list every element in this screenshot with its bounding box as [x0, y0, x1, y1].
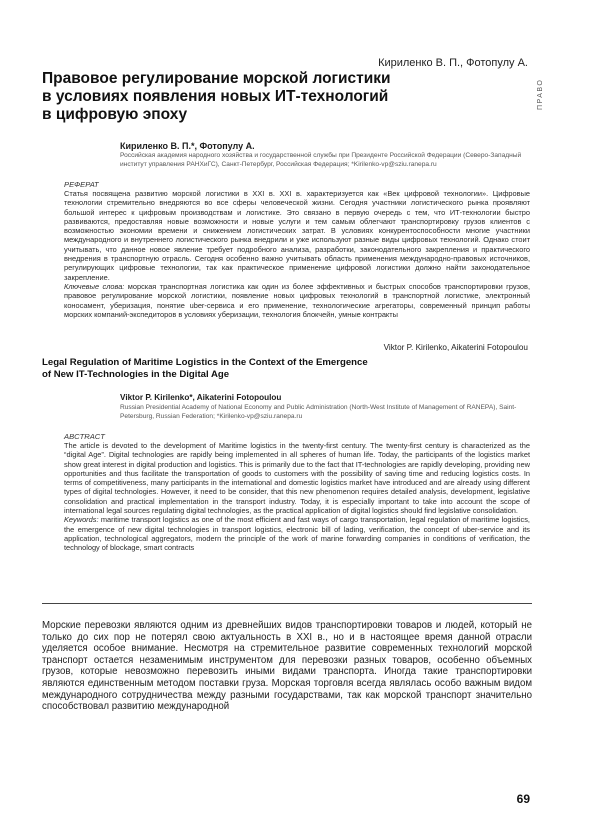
affiliation-ru: Российская академия народного хозяйства и государственной службы при Президенте Российской Федерации (Северо-Западный институт управления РАНХиГС), Санкт-Петербург, Российская Федерация; *Kirilenko-vp@sziu.ranepa.ru: [120, 152, 522, 168]
authors-signature-en: Viktor P. Kirilenko, Aikaterini Fotopoulou: [383, 343, 528, 352]
section-divider: [42, 603, 532, 604]
abstract-label-en: ABCTRACT: [64, 432, 105, 441]
running-header-authors: Кириленко В. П., Фотопулу А.: [378, 57, 528, 69]
title-ru-line: в условиях появления новых ИТ-технологий: [42, 88, 389, 105]
authors-ru: Кириленко В. П.*, Фотопулу А.: [120, 141, 255, 151]
abstract-ru-text: Статья посвящена развитию морской логистики в XXI в. XXI в. характеризуется как «Век цифровой технологии». Цифровые технологии стремительно внедряются во все сферы человеческой жизни. Сегодня участники логистического рынка проявляют большой интерес к цифровым производствам и логистике. Это связано в первую очередь с тем, что ИТ-технологии быстро развиваются, предоставляя новые возможности и новые услуги и тем самым облегчают транспортировку грузов клиентов с возможностью экономии времени и снижением логистических затрат. В условиях конкурентоспособности многие участники международного и внутреннего логистического рынка внедрили и уже используют разные виды цифровых технологий. Однако стоит учитывать, что данное новое явление требует подробного анализа, разработки, законодательного закрепления и практического внедрения в транспортную отрасль. Сегодня особенно важно учитывать область применения международно-правовых источников, регулирующих цифровые технологии, так как практическое применение цифровой логистики должно найти законодательное закрепление.: [64, 189, 530, 282]
title-ru-line: в цифровую эпоху: [42, 106, 188, 123]
keywords-ru: [64, 282, 530, 319]
keywords-en: [64, 515, 530, 552]
section-label: ПРАВО: [537, 78, 544, 110]
article-title-en: [42, 357, 522, 381]
abstract-en: [64, 441, 530, 553]
article-title-ru: [42, 70, 522, 124]
keywords-ru-label: Ключевые слова:: [64, 281, 125, 291]
keywords-en-text: maritime transport logistics as one of the most efficient and fast ways of cargo transportation, legal regulation of maritime logistics, the emergence of new digital technologies in transport logistics, electronic bill of lading, verification, the concept of uber-service and its application, technological aggregators, modern the principle of the work of marine forwarding companies in conditions of verification, the technology of blockage, smart contracts: [64, 515, 530, 553]
authors-en: Viktor P. Kirilenko*, Aikaterini Fotopoulou: [120, 393, 282, 402]
main-body-text: Морские перевозки являются одним из древнейших видов транспортировки товаров и людей, который не только до сих пор не потерял свою актуальность в XXI в., но и в настоящее время данной отрасли уделяется особое внимание. Несмотря на стремительное развитие современных технологий морской транспорт остается незаменимым инструментом для перевозки разных товаров, особенно объемных грузов, которые невозможно перевозить иными видами транспорта. Иногда такие транспортировки являются единственным методом поставки груза. Морская торговля всегда являлась особо важным видом международного сотрудничества между разными государствами, так как морской транспорт значительно способствовал развитию международной: [42, 620, 532, 713]
title-en-line: of New IT-Technologies in the Digital Age: [42, 369, 230, 380]
affiliation-en: Russian Presidential Academy of National Economy and Public Administration (North-West Institute of Management of RANEPA), Saint-Petersburg, Russian Federation; *Kirilenko-vp@sziu.ranepa.ru: [120, 404, 517, 420]
keywords-ru-text: морская транспортная логистика как один из более эффективных и быстрых способов транспортировки грузов, правовое регулирование морской логистики, появление новых цифровых технологий в транспортной логистике, электронный коносамент, уберизация, понятие uber-сервиса и его применение, технологические агрегаторы, современный принцип работы морских компаний-экспедиторов в условиях уберизации, технология блокчейн, умные контракты: [64, 281, 530, 319]
abstract-en-text: The article is devoted to the development of Maritime logistics in the twenty-first century. The twenty-first century is characterized as the “digital Age”. Digital technologies are rapidly being implemented in all spheres of human life. Today, the participants of the logistics market show great interest in digital production and logistics. This is primarily due to the fact that IT-technologies are rapidly developing, providing new opportunities and thus facilitate the transportation of goods to customers with the possibility of saving time and reducing logistics costs. In terms of competitiveness, many participants in the international and domestic logistics market have introduced and are already using different types of digital technologies. However, it need to be consider, that this new phenomenon requires detailed analysis, development, legislative consolidation and practical implementation in the transport industry. Today, it is especially important to take into account the scope of international legal sources regulating digital technologies, as the practical application of digital logistics should find legislative consolidation.: [64, 441, 530, 516]
abstract-ru: [64, 189, 530, 319]
keywords-en-label: Keywords:: [64, 515, 99, 525]
title-en-line: Legal Regulation of Maritime Logistics in the Context of the Emergence: [42, 357, 368, 368]
title-ru-line: Правовое регулирование морской логистики: [42, 70, 391, 87]
abstract-label-ru: РЕФЕРАТ: [64, 180, 99, 189]
page-number: 69: [516, 792, 530, 806]
